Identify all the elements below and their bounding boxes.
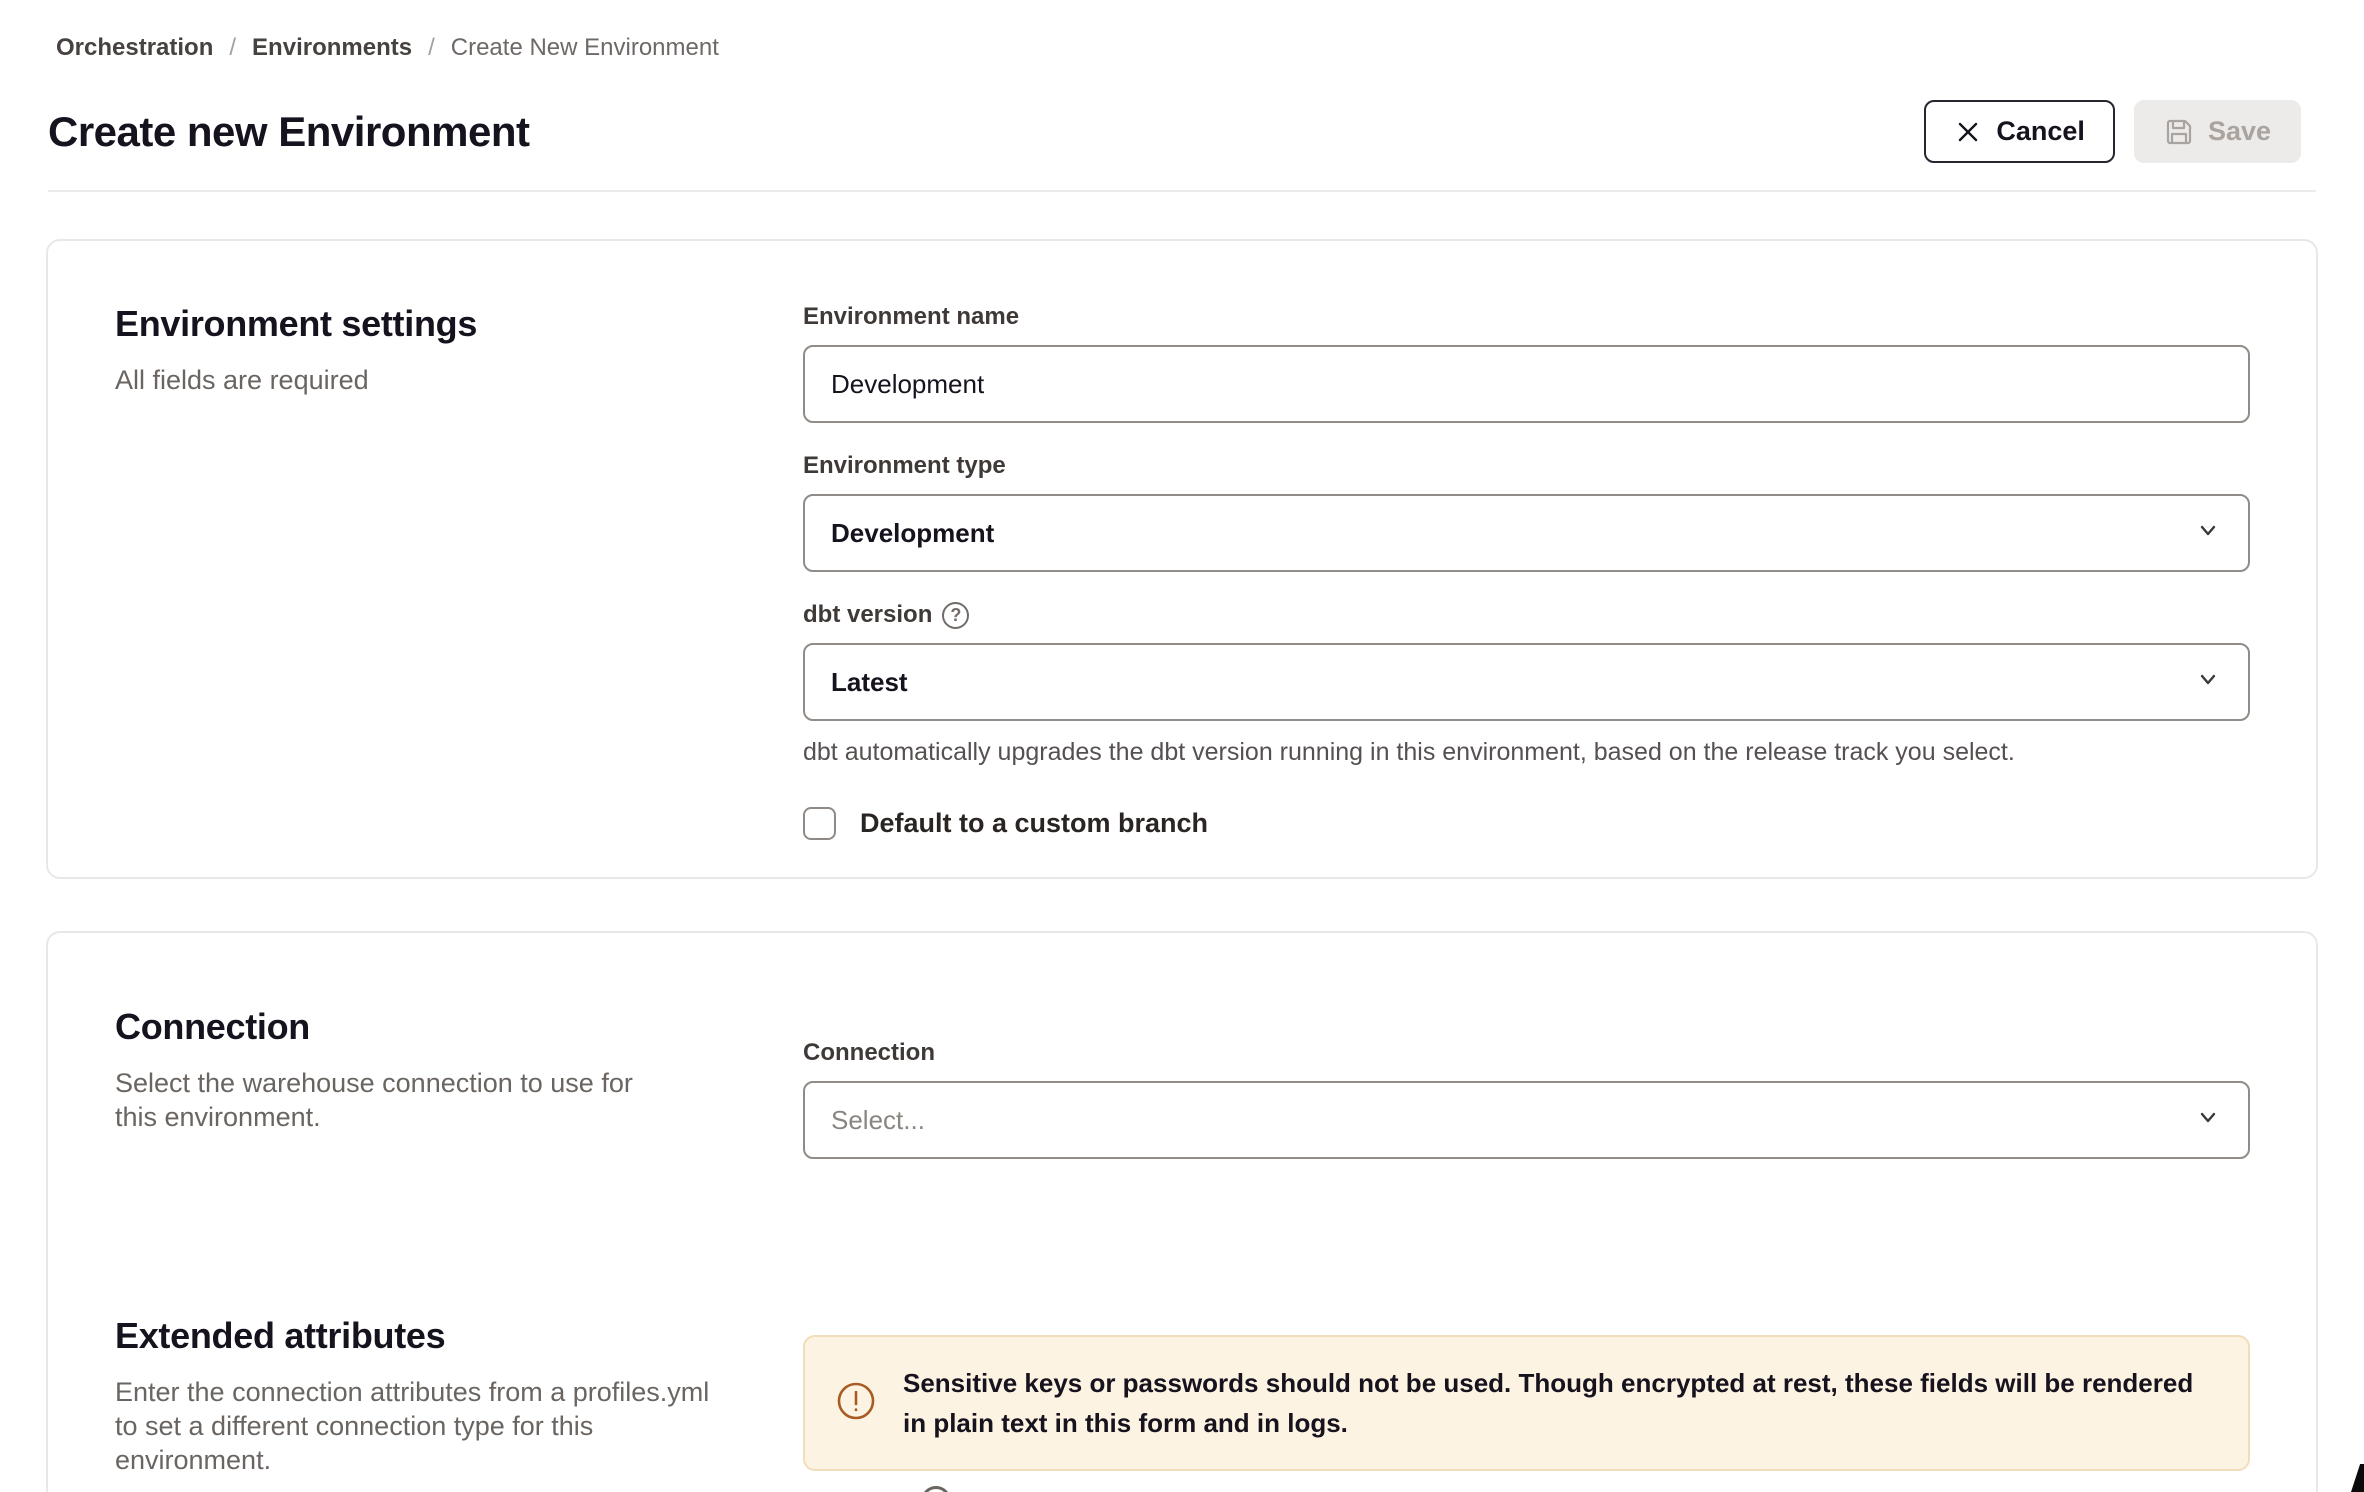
breadcrumb-item-orchestration[interactable]: Orchestration	[56, 34, 214, 61]
header-divider	[48, 190, 2316, 192]
dbt-version-select[interactable]	[803, 643, 2250, 721]
chevron-down-icon	[2194, 1103, 2222, 1138]
dbt-version-label: dbt version	[803, 601, 933, 628]
sensitive-keys-warning-text: Sensitive keys or passwords should not be used. Though encrypted at rest, these fields will be rendered in plain text in this form and in logs.	[903, 1368, 2194, 1438]
environment-type-value: Development	[831, 517, 995, 548]
environment-settings-subheading: All fields are required	[115, 365, 369, 395]
cursor-artifact	[2351, 1464, 2364, 1492]
page-title: Create new Environment	[48, 107, 530, 155]
connection-form	[803, 1039, 2250, 1159]
header-actions	[1924, 100, 2301, 163]
connection-description: Select the warehouse connection to use for this environment.	[115, 1068, 633, 1132]
custom-branch-checkbox-row[interactable]	[803, 807, 2250, 840]
chevron-down-icon	[2194, 516, 2222, 551]
environment-type-label: Environment type	[803, 452, 1006, 479]
chevron-down-icon	[2194, 665, 2222, 700]
connection-card	[46, 931, 2318, 1492]
connection-select[interactable]	[803, 1081, 2250, 1159]
environment-settings-intro	[115, 303, 803, 840]
custom-branch-checkbox[interactable]	[803, 807, 836, 840]
environment-settings-form	[803, 303, 2250, 840]
extended-attributes-form	[803, 1315, 2250, 1477]
cancel-button[interactable]	[1924, 100, 2115, 163]
custom-branch-checkbox-label[interactable]: Default to a custom branch	[860, 808, 1209, 838]
connection-heading: Connection	[115, 1006, 310, 1047]
extended-attributes-heading: Extended attributes	[115, 1315, 446, 1356]
breadcrumb	[48, 34, 2316, 62]
save-button-label: Save	[2207, 116, 2271, 146]
breadcrumb-item-environments[interactable]: Environments	[252, 34, 413, 61]
sensitive-keys-warning-banner	[803, 1335, 2250, 1471]
connection-select-placeholder: Select...	[831, 1104, 925, 1135]
connection-field-label: Connection	[803, 1039, 935, 1066]
connection-intro	[115, 995, 803, 1159]
extended-attributes-section	[115, 1315, 2250, 1477]
breadcrumb-item-current: Create New Environment	[450, 34, 719, 61]
extended-attributes-description: Enter the connection attributes from a profiles.yml to set a different connection type for this environment.	[115, 1377, 710, 1475]
environment-type-select[interactable]	[803, 494, 2250, 572]
question-mark-circle-icon[interactable]: ?	[942, 602, 969, 629]
floppy-disk-icon	[2164, 117, 2194, 147]
environment-name-input[interactable]	[803, 345, 2250, 423]
environment-settings-card	[46, 239, 2318, 879]
x-icon	[1954, 118, 1982, 146]
dbt-version-value: Latest	[831, 666, 908, 697]
page-header	[0, 0, 2364, 192]
extended-attributes-intro	[115, 1315, 803, 1477]
connection-section	[115, 995, 2250, 1159]
breadcrumb-separator: /	[428, 34, 435, 61]
exclamation-circle-icon	[835, 1380, 877, 1427]
save-button[interactable]	[2134, 100, 2301, 163]
dbt-version-helper-text: dbt automatically upgrades the dbt version running in this environment, based on the release track you select.	[803, 738, 2015, 766]
environment-settings-heading: Environment settings	[115, 303, 478, 344]
breadcrumb-separator: /	[229, 34, 237, 61]
environment-name-label: Environment name	[803, 303, 1020, 330]
cancel-button-label: Cancel	[1996, 116, 2085, 146]
